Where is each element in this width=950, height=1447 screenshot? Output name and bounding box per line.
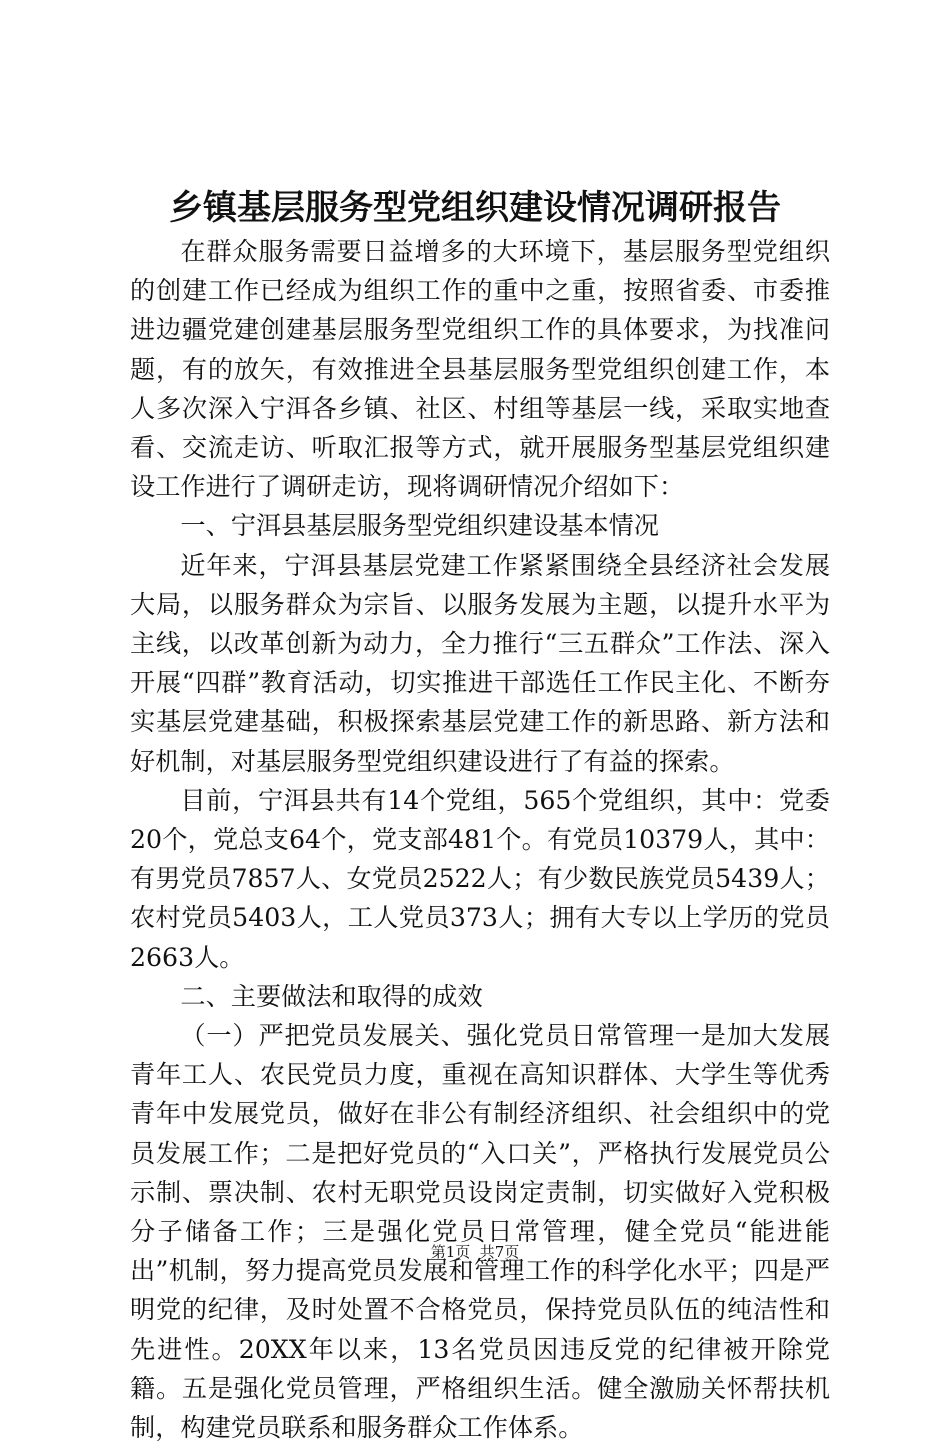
section-heading-2: 二、主要做法和取得的成效 [180,981,483,1011]
paragraph-statistics: 目前，宁洱县共有14个党组，565个党组织，其中：党委20个，党总支64个，党支部481个。有党员10379人，其中：有男党员7857人、女党员2522人；有少数民族党员5439人；农村党员5403人，工人党员373人；拥有大专以上学历的党员2663人。 [130,785,830,972]
section-heading-1: 一、宁洱县基层服务型党组织建设基本情况 [180,511,659,541]
paragraph-measures-1: （一）严把党员发展关、强化党员日常管理一是加大发展青年工人、农民党员力度，重视在高知识群体、大学生等优秀青年中发展党员，做好在非公有制经济组织、社会组织中的党员发展工作；二是把好党员的“入口关”，严格执行发展党员公示制、票决制、农村无职党员设岗定责制，切实做好入党积极分子储备工作；三是强化党员日常管理，健全党员“能进能出”机制，努力提高党员发展和管理工作的科学化水平；四是严明党的纪律，及时处置不合格党员，保持党员队伍的纯洁性和先进性。20XX年以来，13名党员因违反党的纪律被开除党籍。五是强化党员管理，严格组织生活。健全激励关怀帮扶机制，构建党员联系和服务群众工作体系。 [130,1021,830,1443]
paragraph-background: 近年来，宁洱县基层党建工作紧紧围绕全县经济社会发展大局，以服务群众为宗旨、以服务发展为主题，以提升水平为主线，以改革创新为动力，全力推行“三五群众”工作法、深入开展“四群”教育活动，切实推进干部选任工作民主化、不断夯实基层党建基础，积极探索基层党建工作的新思路、新方法和好机制，对基层服务型党组织建设进行了有益的探索。 [130,550,830,776]
page-footer: 第1页 共7页 [430,1243,520,1261]
document-body [130,232,830,1447]
document-title: 乡镇基层服务型党组织建设情况调研报告 [169,188,781,228]
intro-paragraph: 在群众服务需要日益增多的大环境下，基层服务型党组织的创建工作已经成为组织工作的重中之重，按照省委、市委推进边疆党建创建基层服务型党组织工作的具体要求，为找准问题，有的放矢，有效推进全县基层服务型党组织创建工作，本人多次深入宁洱各乡镇、社区、村组等基层一线，采取实地查看、交流走访、听取汇报等方式，就开展服务型基层党组织建设工作进行了调研走访，现将调研情况介绍如下： [130,237,830,502]
